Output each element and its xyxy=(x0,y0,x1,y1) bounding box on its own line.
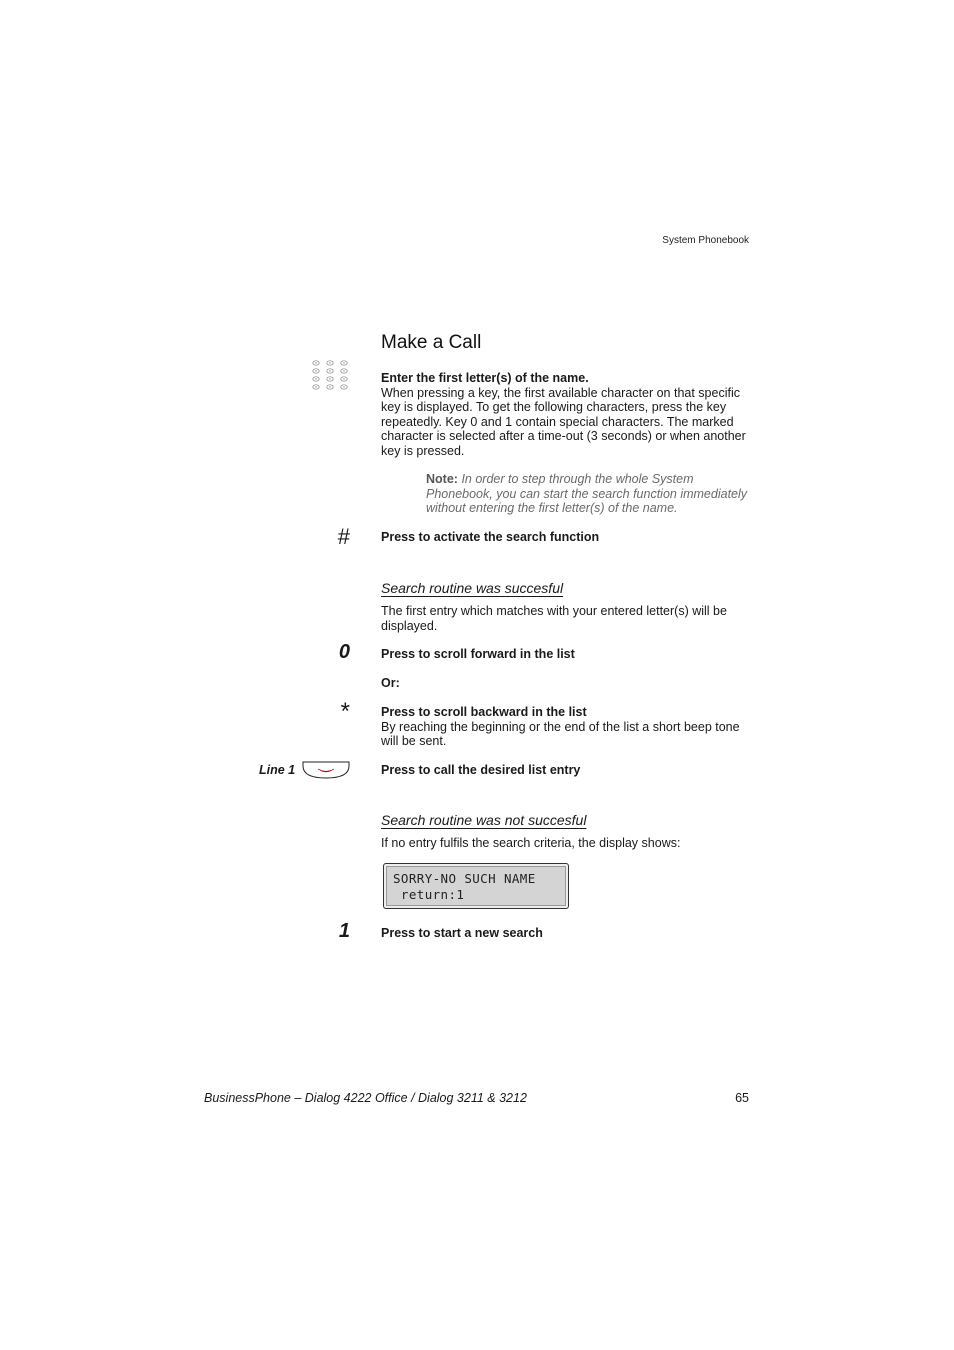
note-line-3: without entering the first letter(s) of the name. xyxy=(426,501,678,516)
note-box xyxy=(426,472,754,516)
one-step-text: Press to start a new search xyxy=(381,926,543,940)
keypad-icon xyxy=(309,358,351,392)
enter-letters-line-5: key is pressed. xyxy=(381,443,465,458)
enter-letters-line-4: character is selected after a time-out (3 seconds) or when another xyxy=(381,429,746,444)
display-line-1: SORRY-NO SUCH NAME xyxy=(393,871,536,886)
enter-letters-step xyxy=(381,371,749,459)
enter-letters-line-2: key is displayed. To get the following characters, press the key xyxy=(381,400,727,415)
hash-key-icon: # xyxy=(337,524,350,549)
success-line-2: displayed. xyxy=(381,618,438,633)
success-description xyxy=(381,604,749,633)
star-step-line-2: will be sent. xyxy=(381,734,447,749)
page-number: 65 xyxy=(735,1091,749,1105)
one-key-icon: 1 xyxy=(338,920,350,942)
hash-step-text: Press to activate the search function xyxy=(381,530,600,544)
success-heading: Search routine was succesful xyxy=(381,580,564,596)
phone-display xyxy=(383,863,569,909)
failure-description: If no entry fulfils the search criteria, the display shows: xyxy=(381,836,681,850)
or-label: Or: xyxy=(381,676,400,690)
section-title: Make a Call xyxy=(381,332,482,353)
line-1-label: Line 1 xyxy=(259,763,296,777)
enter-letters-line-3: repeatedly. Key 0 and 1 contain special characters. The marked xyxy=(381,414,734,429)
star-step-heading: Press to scroll backward in the list xyxy=(381,705,587,719)
note-line-2: Phonebook, you can start the search function immediately xyxy=(426,486,748,501)
running-header: System Phonebook xyxy=(662,235,749,246)
star-key-icon: * xyxy=(340,698,350,725)
display-line-2: return:1 xyxy=(393,887,465,902)
note-label: Note: xyxy=(426,472,458,486)
star-step-line-1: By reaching the beginning or the end of the list a short beep tone xyxy=(381,719,740,734)
success-line-1: The first entry which matches with your entered letter(s) will be xyxy=(381,604,727,618)
footer-title: BusinessPhone – Dialog 4222 Office / Dialog 3211 & 3212 xyxy=(204,1091,527,1105)
note-line-1: In order to step through the whole System xyxy=(461,472,694,486)
enter-letters-heading: Enter the first letter(s) of the name. xyxy=(381,371,589,385)
zero-step-text: Press to scroll forward in the list xyxy=(381,647,575,661)
failure-heading: Search routine was not succesful xyxy=(381,812,587,828)
enter-letters-line-1: When pressing a key, the first available character on that specific xyxy=(381,385,740,400)
line-key-icon xyxy=(302,760,350,780)
star-step xyxy=(381,705,749,749)
line-step-text: Press to call the desired list entry xyxy=(381,763,581,777)
zero-key-icon: 0 xyxy=(338,641,350,663)
